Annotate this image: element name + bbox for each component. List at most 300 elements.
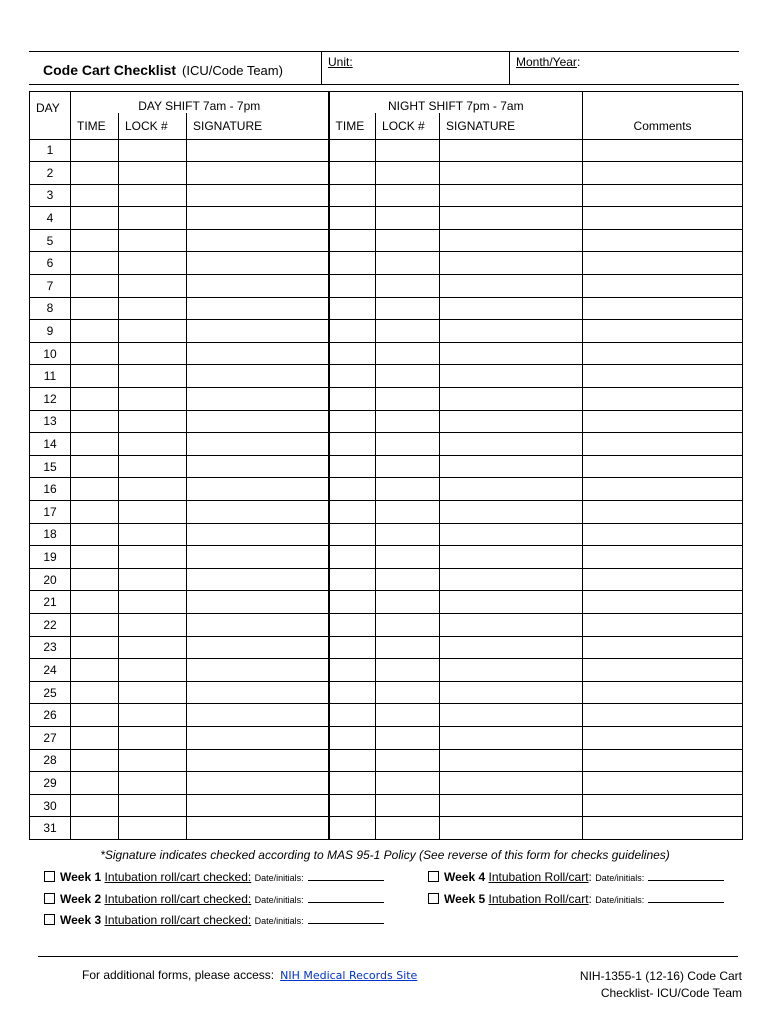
day-signature-cell[interactable] — [187, 455, 329, 478]
night-time-cell[interactable] — [329, 817, 376, 840]
night-lock-cell[interactable] — [376, 410, 440, 433]
day-signature-cell[interactable] — [187, 817, 329, 840]
night-time-cell[interactable] — [329, 659, 376, 682]
day-signature-cell[interactable] — [187, 523, 329, 546]
day-time-cell[interactable] — [71, 297, 119, 320]
night-signature-cell[interactable] — [440, 591, 583, 614]
day-time-cell[interactable] — [71, 388, 119, 411]
day-signature-cell[interactable] — [187, 365, 329, 388]
night-signature-header: SIGNATURE — [440, 113, 583, 140]
week-5-date-field[interactable] — [648, 902, 724, 903]
day-number: 19 — [30, 546, 71, 569]
day-signature-cell[interactable] — [187, 794, 329, 817]
day-signature-cell[interactable] — [187, 207, 329, 230]
comments-cell[interactable] — [583, 659, 743, 682]
night-lock-cell[interactable] — [376, 749, 440, 772]
night-lock-cell[interactable] — [376, 659, 440, 682]
comments-cell[interactable] — [583, 275, 743, 298]
table-row — [30, 749, 743, 772]
table-row — [30, 591, 743, 614]
day-lock-cell[interactable] — [119, 523, 187, 546]
comments-cell[interactable] — [583, 501, 743, 524]
week-1-date-field[interactable] — [308, 880, 384, 881]
day-lock-cell[interactable] — [119, 726, 187, 749]
day-signature-cell[interactable] — [187, 433, 329, 456]
night-signature-cell[interactable] — [440, 749, 583, 772]
comments-cell[interactable] — [583, 207, 743, 230]
comments-cell[interactable] — [583, 591, 743, 614]
night-signature-cell[interactable] — [440, 139, 583, 162]
night-signature-cell[interactable] — [440, 546, 583, 569]
day-lock-cell[interactable] — [119, 546, 187, 569]
night-lock-cell[interactable] — [376, 365, 440, 388]
day-time-cell[interactable] — [71, 591, 119, 614]
night-signature-cell[interactable] — [440, 388, 583, 411]
night-lock-cell[interactable] — [376, 433, 440, 456]
day-time-cell[interactable] — [71, 659, 119, 682]
night-lock-cell[interactable] — [376, 772, 440, 795]
night-signature-cell[interactable] — [440, 162, 583, 185]
night-lock-cell[interactable] — [376, 184, 440, 207]
night-time-cell[interactable] — [329, 636, 376, 659]
day-time-cell[interactable] — [71, 252, 119, 275]
night-shift-header: NIGHT SHIFT 7pm - 7am — [329, 92, 583, 113]
comments-cell[interactable] — [583, 726, 743, 749]
unit-field[interactable] — [321, 52, 510, 84]
day-lock-cell[interactable] — [119, 613, 187, 636]
day-number: 29 — [30, 772, 71, 795]
night-signature-cell[interactable] — [440, 681, 583, 704]
day-lock-header: LOCK # — [119, 113, 187, 140]
day-signature-header: SIGNATURE — [187, 113, 329, 140]
night-lock-cell[interactable] — [376, 229, 440, 252]
table-row — [30, 772, 743, 795]
comments-cell[interactable] — [583, 320, 743, 343]
checkbox[interactable] — [428, 871, 439, 882]
comments-cell[interactable] — [583, 681, 743, 704]
day-time-cell[interactable] — [71, 501, 119, 524]
day-signature-cell[interactable] — [187, 162, 329, 185]
day-time-cell[interactable] — [71, 817, 119, 840]
day-lock-cell[interactable] — [119, 342, 187, 365]
day-number: 4 — [30, 207, 71, 230]
day-time-cell[interactable] — [71, 726, 119, 749]
day-lock-cell[interactable] — [119, 501, 187, 524]
night-signature-cell[interactable] — [440, 320, 583, 343]
day-signature-cell[interactable] — [187, 726, 329, 749]
night-time-cell[interactable] — [329, 772, 376, 795]
day-number: 16 — [30, 478, 71, 501]
day-signature-cell[interactable] — [187, 772, 329, 795]
day-number: 20 — [30, 568, 71, 591]
day-time-cell[interactable] — [71, 613, 119, 636]
day-lock-cell[interactable] — [119, 704, 187, 727]
day-number: 12 — [30, 388, 71, 411]
day-time-cell[interactable] — [71, 365, 119, 388]
comments-cell[interactable] — [583, 297, 743, 320]
night-time-cell[interactable] — [329, 591, 376, 614]
night-lock-cell[interactable] — [376, 613, 440, 636]
day-lock-cell[interactable] — [119, 433, 187, 456]
form-subtitle: (ICU/Code Team) — [182, 63, 283, 78]
day-number: 8 — [30, 297, 71, 320]
night-time-cell[interactable] — [329, 613, 376, 636]
comments-cell[interactable] — [583, 252, 743, 275]
day-number: 3 — [30, 184, 71, 207]
day-signature-cell[interactable] — [187, 613, 329, 636]
day-time-cell[interactable] — [71, 275, 119, 298]
night-time-cell[interactable] — [329, 681, 376, 704]
day-number: 18 — [30, 523, 71, 546]
table-row — [30, 794, 743, 817]
comments-cell[interactable] — [583, 636, 743, 659]
day-signature-cell[interactable] — [187, 342, 329, 365]
night-time-cell[interactable] — [329, 139, 376, 162]
night-signature-cell[interactable] — [440, 207, 583, 230]
week-2-date-field[interactable] — [308, 902, 384, 903]
table-row — [30, 320, 743, 343]
day-number: 24 — [30, 659, 71, 682]
day-number: 17 — [30, 501, 71, 524]
day-signature-cell[interactable] — [187, 546, 329, 569]
day-number: 13 — [30, 410, 71, 433]
day-number: 15 — [30, 455, 71, 478]
day-signature-cell[interactable] — [187, 252, 329, 275]
night-time-header: TIME — [329, 113, 376, 140]
day-time-cell[interactable] — [71, 794, 119, 817]
day-lock-cell[interactable] — [119, 591, 187, 614]
comments-cell[interactable] — [583, 772, 743, 795]
week-1-check[interactable]: Week 1 Intubation roll/cart checked: Date/initials: — [44, 870, 384, 884]
week-2-check[interactable]: Week 2 Intubation roll/cart checked: Date/initials: — [44, 892, 384, 906]
night-time-cell[interactable] — [329, 455, 376, 478]
night-signature-cell[interactable] — [440, 229, 583, 252]
day-number: 6 — [30, 252, 71, 275]
day-lock-cell[interactable] — [119, 184, 187, 207]
day-lock-cell[interactable] — [119, 162, 187, 185]
table-row — [30, 365, 743, 388]
night-signature-cell[interactable] — [440, 523, 583, 546]
comments-cell[interactable] — [583, 229, 743, 252]
day-lock-cell[interactable] — [119, 636, 187, 659]
night-lock-cell[interactable] — [376, 523, 440, 546]
table-row — [30, 568, 743, 591]
night-time-cell[interactable] — [329, 207, 376, 230]
day-lock-cell[interactable] — [119, 817, 187, 840]
night-time-cell[interactable] — [329, 433, 376, 456]
comments-cell[interactable] — [583, 162, 743, 185]
night-lock-cell[interactable] — [376, 568, 440, 591]
day-signature-cell[interactable] — [187, 229, 329, 252]
day-signature-cell[interactable] — [187, 749, 329, 772]
night-signature-cell[interactable] — [440, 501, 583, 524]
night-lock-cell[interactable] — [376, 478, 440, 501]
comments-cell[interactable] — [583, 546, 743, 569]
day-time-cell[interactable] — [71, 704, 119, 727]
day-time-header: TIME — [71, 113, 119, 140]
month-year-label: Month/Year: — [516, 55, 581, 69]
night-time-cell[interactable] — [329, 478, 376, 501]
comments-cell[interactable] — [583, 455, 743, 478]
comments-cell[interactable] — [583, 817, 743, 840]
week-3-date-field[interactable] — [308, 923, 384, 924]
day-time-cell[interactable] — [71, 749, 119, 772]
night-lock-cell[interactable] — [376, 207, 440, 230]
day-signature-cell[interactable] — [187, 591, 329, 614]
day-number: 27 — [30, 726, 71, 749]
day-number: 2 — [30, 162, 71, 185]
night-time-cell[interactable] — [329, 275, 376, 298]
day-lock-cell[interactable] — [119, 207, 187, 230]
night-signature-cell[interactable] — [440, 455, 583, 478]
day-number: 7 — [30, 275, 71, 298]
night-lock-cell[interactable] — [376, 546, 440, 569]
day-lock-cell[interactable] — [119, 455, 187, 478]
table-row — [30, 297, 743, 320]
night-lock-cell[interactable] — [376, 501, 440, 524]
night-lock-cell[interactable] — [376, 455, 440, 478]
table-row — [30, 659, 743, 682]
night-time-cell[interactable] — [329, 523, 376, 546]
night-signature-cell[interactable] — [440, 433, 583, 456]
day-time-cell[interactable] — [71, 681, 119, 704]
night-lock-cell[interactable] — [376, 681, 440, 704]
night-lock-cell[interactable] — [376, 794, 440, 817]
day-lock-cell[interactable] — [119, 365, 187, 388]
day-signature-cell[interactable] — [187, 659, 329, 682]
night-signature-cell[interactable] — [440, 252, 583, 275]
footer-divider — [38, 956, 738, 957]
night-signature-cell[interactable] — [440, 184, 583, 207]
comments-cell[interactable] — [583, 613, 743, 636]
night-time-cell[interactable] — [329, 162, 376, 185]
table-row — [30, 681, 743, 704]
checkbox[interactable] — [44, 893, 55, 904]
night-time-cell[interactable] — [329, 365, 376, 388]
week-3-check[interactable]: Week 3 Intubation roll/cart checked: Date/initials: — [44, 913, 384, 927]
day-signature-cell[interactable] — [187, 478, 329, 501]
night-signature-cell[interactable] — [440, 410, 583, 433]
night-lock-cell[interactable] — [376, 817, 440, 840]
day-number: 10 — [30, 342, 71, 365]
day-signature-cell[interactable] — [187, 568, 329, 591]
night-signature-cell[interactable] — [440, 297, 583, 320]
day-signature-cell[interactable] — [187, 636, 329, 659]
table-row — [30, 252, 743, 275]
day-signature-cell[interactable] — [187, 501, 329, 524]
day-signature-cell[interactable] — [187, 388, 329, 411]
night-time-cell[interactable] — [329, 184, 376, 207]
day-time-cell[interactable] — [71, 320, 119, 343]
week-4-check[interactable]: Week 4 Intubation Roll/cart: Date/initials: — [428, 870, 724, 884]
night-time-cell[interactable] — [329, 704, 376, 727]
comments-cell[interactable] — [583, 749, 743, 772]
night-time-cell[interactable] — [329, 388, 376, 411]
day-number: 31 — [30, 817, 71, 840]
day-signature-cell[interactable] — [187, 139, 329, 162]
table-row — [30, 207, 743, 230]
night-lock-header: LOCK # — [376, 113, 440, 140]
night-lock-cell[interactable] — [376, 275, 440, 298]
night-signature-cell[interactable] — [440, 342, 583, 365]
title-cell — [29, 52, 321, 84]
day-time-cell[interactable] — [71, 546, 119, 569]
table-row — [30, 636, 743, 659]
day-signature-cell[interactable] — [187, 320, 329, 343]
day-lock-cell[interactable] — [119, 229, 187, 252]
night-signature-cell[interactable] — [440, 817, 583, 840]
day-time-cell[interactable] — [71, 229, 119, 252]
day-time-cell[interactable] — [71, 139, 119, 162]
day-lock-cell[interactable] — [119, 772, 187, 795]
night-time-cell[interactable] — [329, 229, 376, 252]
day-lock-cell[interactable] — [119, 478, 187, 501]
night-time-cell[interactable] — [329, 501, 376, 524]
day-lock-cell[interactable] — [119, 320, 187, 343]
day-lock-cell[interactable] — [119, 794, 187, 817]
form-identifier: NIH-1355-1 (12-16) Code Cart Checklist- ICU/Code Team — [579, 969, 742, 1000]
week-5-check[interactable]: Week 5 Intubation Roll/cart: Date/initials: — [428, 892, 724, 906]
form-header — [29, 51, 739, 85]
checkbox[interactable] — [44, 871, 55, 882]
night-time-cell[interactable] — [329, 410, 376, 433]
day-signature-cell[interactable] — [187, 410, 329, 433]
day-lock-cell[interactable] — [119, 568, 187, 591]
comments-cell[interactable] — [583, 365, 743, 388]
night-lock-cell[interactable] — [376, 591, 440, 614]
checkbox[interactable] — [428, 893, 439, 904]
day-number: 22 — [30, 613, 71, 636]
week-4-date-field[interactable] — [648, 880, 724, 881]
night-lock-cell[interactable] — [376, 388, 440, 411]
night-time-cell[interactable] — [329, 568, 376, 591]
night-time-cell[interactable] — [329, 320, 376, 343]
night-lock-cell[interactable] — [376, 252, 440, 275]
checklist-table — [29, 91, 743, 840]
night-signature-cell[interactable] — [440, 365, 583, 388]
night-signature-cell[interactable] — [440, 636, 583, 659]
day-time-cell[interactable] — [71, 636, 119, 659]
comments-cell[interactable] — [583, 388, 743, 411]
night-time-cell[interactable] — [329, 726, 376, 749]
day-time-cell[interactable] — [71, 568, 119, 591]
day-number: 1 — [30, 139, 71, 162]
day-lock-cell[interactable] — [119, 252, 187, 275]
night-time-cell[interactable] — [329, 749, 376, 772]
day-time-cell[interactable] — [71, 207, 119, 230]
night-time-cell[interactable] — [329, 252, 376, 275]
day-lock-cell[interactable] — [119, 749, 187, 772]
day-number: 21 — [30, 591, 71, 614]
table-row — [30, 478, 743, 501]
night-lock-cell[interactable] — [376, 297, 440, 320]
day-time-cell[interactable] — [71, 523, 119, 546]
night-signature-cell[interactable] — [440, 772, 583, 795]
comments-cell[interactable] — [583, 523, 743, 546]
comments-cell[interactable] — [583, 478, 743, 501]
night-signature-cell[interactable] — [440, 794, 583, 817]
night-time-cell[interactable] — [329, 546, 376, 569]
table-row — [30, 501, 743, 524]
day-time-cell[interactable] — [71, 184, 119, 207]
day-number: 11 — [30, 365, 71, 388]
day-signature-cell[interactable] — [187, 275, 329, 298]
night-lock-cell[interactable] — [376, 162, 440, 185]
month-year-field[interactable] — [509, 52, 740, 84]
day-lock-cell[interactable] — [119, 410, 187, 433]
comments-cell[interactable] — [583, 433, 743, 456]
day-lock-cell[interactable] — [119, 297, 187, 320]
day-signature-cell[interactable] — [187, 704, 329, 727]
comments-cell[interactable] — [583, 139, 743, 162]
comments-header: Comments — [583, 113, 743, 140]
footer-access: For additional forms, please access: NIH Medical Records Site — [82, 968, 418, 982]
checkbox[interactable] — [44, 914, 55, 925]
night-lock-cell[interactable] — [376, 704, 440, 727]
table-row — [30, 817, 743, 840]
night-lock-cell[interactable] — [376, 726, 440, 749]
night-time-cell[interactable] — [329, 297, 376, 320]
night-lock-cell[interactable] — [376, 342, 440, 365]
form-title: Code Cart Checklist (ICU/Code Team) — [43, 62, 283, 78]
day-signature-cell[interactable] — [187, 297, 329, 320]
table-row — [30, 546, 743, 569]
day-number: 30 — [30, 794, 71, 817]
comments-cell[interactable] — [583, 704, 743, 727]
day-signature-cell[interactable] — [187, 681, 329, 704]
night-signature-cell[interactable] — [440, 613, 583, 636]
day-lock-cell[interactable] — [119, 275, 187, 298]
night-time-cell[interactable] — [329, 342, 376, 365]
comments-cell[interactable] — [583, 184, 743, 207]
comments-cell[interactable] — [583, 568, 743, 591]
night-signature-cell[interactable] — [440, 726, 583, 749]
night-lock-cell[interactable] — [376, 636, 440, 659]
day-lock-cell[interactable] — [119, 659, 187, 682]
comments-cell[interactable] — [583, 794, 743, 817]
night-signature-cell[interactable] — [440, 275, 583, 298]
day-time-cell[interactable] — [71, 455, 119, 478]
table-row — [30, 726, 743, 749]
table-row — [30, 342, 743, 365]
day-lock-cell[interactable] — [119, 139, 187, 162]
column-header-row — [30, 113, 743, 140]
day-lock-cell[interactable] — [119, 681, 187, 704]
comments-cell[interactable] — [583, 410, 743, 433]
night-signature-cell[interactable] — [440, 478, 583, 501]
night-signature-cell[interactable] — [440, 704, 583, 727]
day-number: 5 — [30, 229, 71, 252]
night-signature-cell[interactable] — [440, 568, 583, 591]
day-time-cell[interactable] — [71, 433, 119, 456]
table-row — [30, 410, 743, 433]
medical-records-link[interactable]: NIH Medical Records Site — [280, 969, 418, 982]
night-lock-cell[interactable] — [376, 320, 440, 343]
day-time-cell[interactable] — [71, 342, 119, 365]
night-lock-cell[interactable] — [376, 139, 440, 162]
night-signature-cell[interactable] — [440, 659, 583, 682]
day-time-cell[interactable] — [71, 478, 119, 501]
table-row — [30, 184, 743, 207]
day-signature-cell[interactable] — [187, 184, 329, 207]
night-time-cell[interactable] — [329, 794, 376, 817]
day-time-cell[interactable] — [71, 162, 119, 185]
comments-cell[interactable] — [583, 342, 743, 365]
day-time-cell[interactable] — [71, 410, 119, 433]
day-lock-cell[interactable] — [119, 388, 187, 411]
day-time-cell[interactable] — [71, 772, 119, 795]
table-row — [30, 704, 743, 727]
